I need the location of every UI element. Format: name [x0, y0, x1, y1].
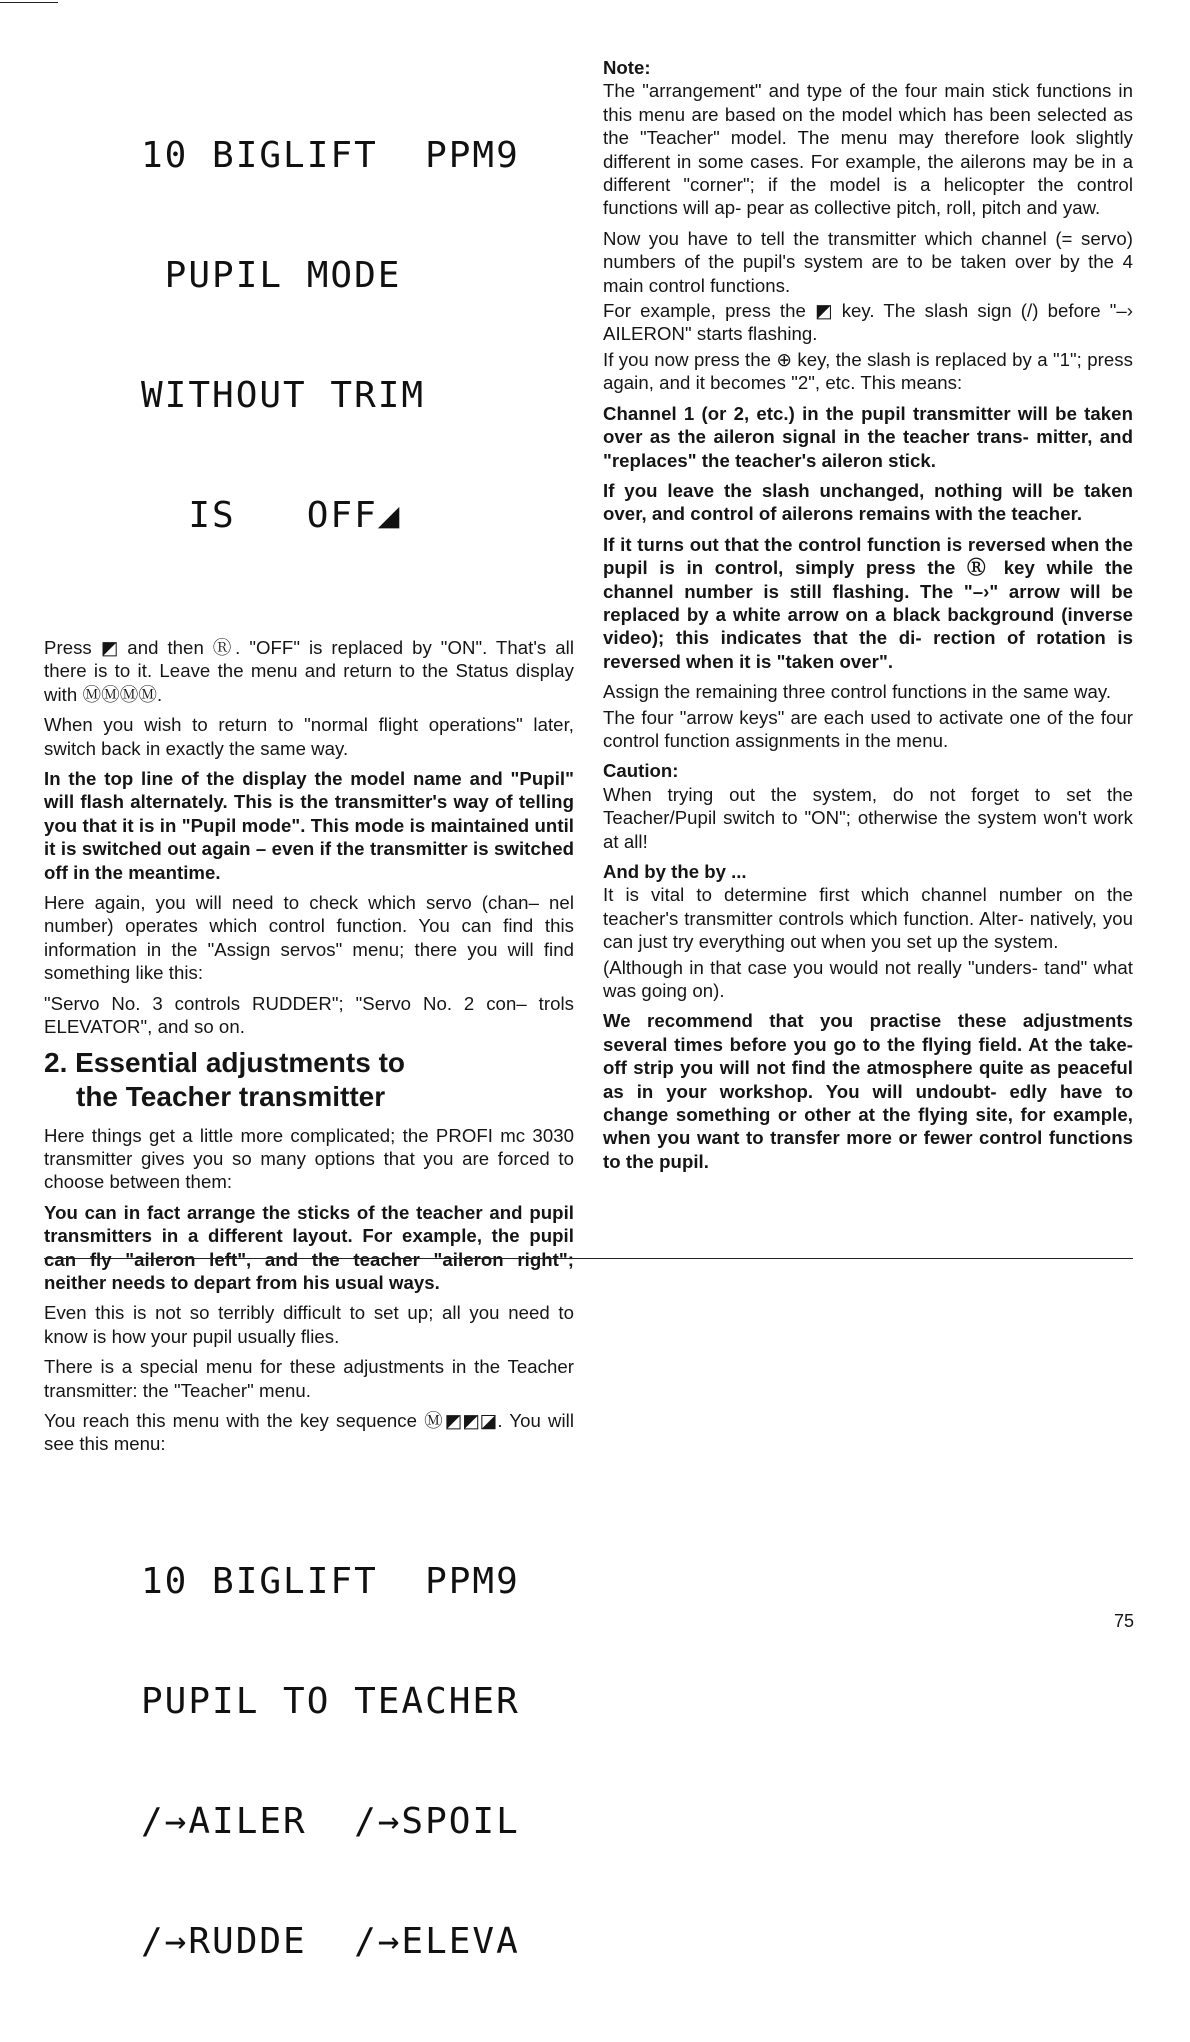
section-heading	[44, 1046, 574, 1114]
footer-rule	[44, 1258, 1133, 1259]
paragraph-bold: Channel 1 (or 2, etc.) in the pupil transmitter will be taken over as the aileron signal in the teacher trans- mitter, and "replaces" the teacher's aileron stick.	[603, 402, 1133, 471]
paragraph: Assign the remaining three control functions in the same way.	[603, 681, 1112, 703]
lcd-display-teacher-menu	[44, 1482, 574, 2042]
lcd-line: /→RUDDE /→ELEVA	[141, 1920, 520, 1962]
paragraph: When you wish to return to "normal flight operations" later, switch back in exactly the same way.	[44, 714, 574, 759]
lcd-line: WITHOUT TRIM	[141, 375, 426, 416]
heading-line: 2. Essential adjustments to	[44, 1046, 405, 1078]
paragraph: Press ◩ and then Ⓡ. "OFF" is replaced by "ON". That's all there is to it. Leave the menu and return to the Status display with ⓂⓂⓂⓂ.	[44, 637, 574, 705]
right-column	[603, 56, 1133, 1180]
paragraph: For example, press the ◩ key. The slash sign (/) before "–› AILERON" starts flashing.	[603, 300, 1133, 345]
lcd-line: IS OFF◢	[141, 495, 402, 536]
paragraph-bold: We recommend that you practise these adjustments several times before you go to the flying field. At the take-off strip you will not find the atmosphere quite as peaceful as in your workshop. You will undoubt- edly have to change something or other at the flying site, for example, when you want to transfer more or fewer control functions to the pupil.	[603, 1010, 1133, 1172]
paragraph: (Although in that case you would not really "unders- tand" what was going on).	[603, 956, 1133, 1002]
paragraph: If you now press the ⊕ key, the slash is replaced by a "1"; press again, and it becomes "2", etc. This means:	[603, 348, 1133, 394]
lcd-line: 10 BIGLIFT PPM9	[141, 135, 520, 176]
paragraph-bold: If it turns out that the control function is reversed when the pupil is in control, simply press the Ⓡ key while the channel number is still flashing. The "–›" arrow will be replaced by a white arrow on a black background (inverse video); this indicates that the di- rection of rotation is reversed when it is "taken over".	[603, 533, 1133, 672]
by-the-by-label: And by the by ...	[603, 861, 747, 882]
paragraph: "Servo No. 3 controls RUDDER"; "Servo No. 2 con– trols ELEVATOR", and so on.	[44, 992, 574, 1038]
paragraph: There is a special menu for these adjustments in the Teacher transmitter: the "Teacher" menu.	[44, 1356, 574, 1401]
paragraph: Even this is not so terribly difficult to set up; all you need to know is how your pupil usually flies.	[44, 1302, 574, 1347]
paragraph: Here things get a little more complicated; the PROFI mc 3030 transmitter gives you so many options that you are forced to choose between them:	[44, 1124, 574, 1193]
corner-mark	[0, 2, 58, 3]
paragraph-bold: You can in fact arrange the sticks of the teacher and pupil transmitters in a different layout. For example, the pupil can fly "aileron left", and the teacher "aileron right"; neither needs to depart from his usual ways.	[44, 1201, 574, 1293]
caution-label: Caution:	[603, 760, 679, 782]
note-text: The "arrangement" and type of the four main stick functions in this menu are based on the model which has been selected as the "Teacher" model. The menu may therefore look slightly different in some cases. For example, the ailerons may be in a different "corner"; if the model is a helicopter the control functions will ap- pear as collective pitch, roll, pitch and yaw.	[603, 80, 1133, 219]
note-label: Note:	[603, 57, 651, 78]
paragraph: Here again, you will need to check which servo (chan– nel number) operates which control function. You can find this information in the "Assign servos" menu; there you will find something like this:	[44, 892, 574, 984]
paragraph-bold: In the top line of the display the model name and "Pupil" will flash alternately. This is the transmitter's way of telling you that it is in "Pupil mode". This mode is maintained until it is switched out again – even if the transmitter is switched off in the meantime.	[44, 768, 574, 883]
lcd-line: PUPIL TO TEACHER	[141, 1680, 520, 1722]
caution-text: When trying out the system, do not forget to set the Teacher/Pupil switch to "ON"; otherwise the system won't work at all!	[603, 783, 1133, 852]
paragraph: You reach this menu with the key sequence Ⓜ◩◩◪. You will see this menu:	[44, 1409, 574, 1455]
lcd-line: /→AILER /→SPOIL	[141, 1800, 520, 1842]
heading-line: the Teacher transmitter	[76, 1080, 386, 1112]
paragraph: Now you have to tell the transmitter which channel (= servo) numbers of the pupil's system are to be taken over by the 4 main control functions.	[603, 227, 1133, 296]
by-the-by-text: It is vital to determine first which channel number on the teacher's transmitter controls which function. Alter- natively, you can just try everything out when you set up the system.	[603, 884, 1133, 953]
paragraph: The four "arrow keys" are each used to activate one of the four control function assignments in the menu.	[603, 706, 1133, 751]
lcd-line: PUPIL MODE	[141, 255, 402, 296]
lcd-line: 10 BIGLIFT PPM9	[141, 1560, 520, 1602]
left-column	[44, 56, 574, 2042]
page-number: 75	[1113, 1611, 1134, 1631]
paragraph-bold: If you leave the slash unchanged, nothing will be taken over, and control of ailerons remains with the teacher.	[603, 479, 1133, 525]
lcd-display-pupil-mode	[44, 56, 574, 616]
